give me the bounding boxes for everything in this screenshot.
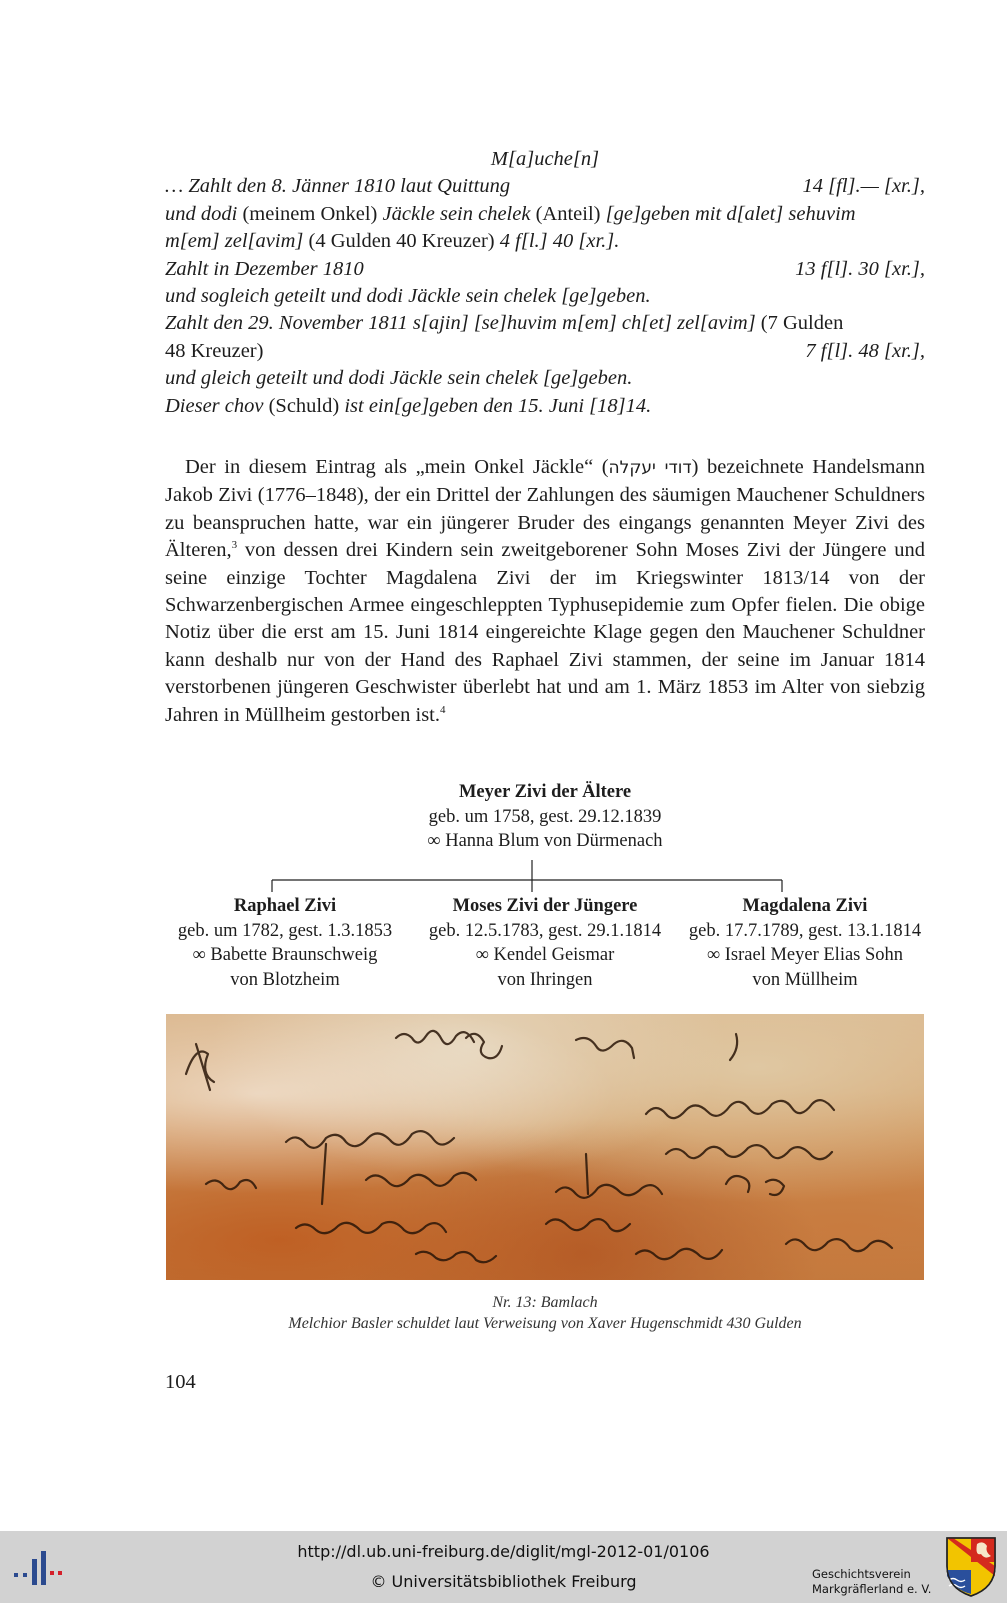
line-segment: Dieser chov (165, 394, 264, 417)
line-segment: (7 Gulden (755, 312, 844, 335)
line-segment: 4 f[l.] 40 [xr.]. (499, 230, 620, 253)
body-paragraph (165, 454, 925, 729)
transcription-row (165, 256, 925, 283)
page-number: 104 (165, 1371, 196, 1393)
person-dates: geb. um 1758, gest. 29.12.1839 (428, 806, 662, 827)
transcription-row (165, 338, 925, 365)
person-name: Raphael Zivi (233, 896, 337, 916)
person-name: Moses Zivi der Jüngere (452, 896, 638, 916)
paragraph-text: von dessen drei Kindern sein zweitgeborener Sohn Moses Zivi der Jüngere und seine einzige Tochter Magdalena Zivi der im Kriegswinter 1813/14 von der Schwarzenbergischen Armee eingeschleppten Typhusepidemie zum Opfer fielen. Die obige Notiz über die erst am 15. Juni 1814 eingereichte Klage gegen den Mauchener Schuldner kann deshalb nur von der Hand des Raphael Zivi stammen, der seine im Januar 1814 verstorbenen jüngeren Geschwister überlebt hat und am 1. März 1853 im Alter von siebzig Jahren in Müllheim gestorben ist. (165, 539, 925, 726)
transcription-line: und sogleich geteilt und dodi Jäckle sein chelek [ge]geben. (165, 285, 651, 308)
society-name[interactable] (812, 1567, 931, 1597)
tree-root-person (160, 780, 930, 854)
entry-text: 48 Kreuzer) (165, 339, 264, 362)
transcription-line: und gleich geteilt und dodi Jäckle sein chelek [ge]geben. (165, 367, 633, 390)
person-dates: geb. um 1782, gest. 1.3.1853 (177, 920, 393, 941)
transcription-line (165, 228, 925, 255)
paragraph-text: Der in diesem Eintrag als „mein Onkel Jäckle“ ( (185, 456, 609, 478)
person-spouse: ∞ Kendel Geismar (475, 945, 615, 965)
line-segment: (Anteil) (530, 202, 606, 225)
entry-amount: 13 f[l]. 30 [xr.], (795, 257, 925, 280)
entry-amount: 14 [fl].— [xr.], (802, 175, 925, 198)
person-spouse: ∞ Hanna Blum von Dürmenach (427, 831, 663, 851)
caption-title: Nr. 13: Bamlach (492, 1294, 598, 1311)
entry-amount: 7 f[l]. 48 [xr.], (805, 339, 925, 362)
entry-text: Zahlt in Dezember 1810 (165, 257, 364, 280)
person-origin: von Ihringen (497, 969, 593, 990)
society-name-line: Markgräflerland e. V. (812, 1582, 932, 1596)
tree-child-person (680, 894, 930, 992)
family-tree (160, 780, 930, 1000)
footnote-ref[interactable]: 4 (440, 703, 446, 716)
line-segment: (meinem Onkel) (237, 202, 383, 225)
person-spouse: ∞ Israel Meyer Elias Sohn (706, 945, 904, 965)
transcription-heading: M[a]uche[n] (490, 148, 600, 170)
line-segment: Jäckle sein chelek (382, 202, 531, 225)
handwriting-strokes (166, 1014, 924, 1280)
transcription-line (165, 201, 925, 228)
society-name-line: Geschichtsverein (812, 1567, 911, 1581)
markgraeflerland-crest-icon[interactable] (945, 1536, 997, 1598)
person-spouse: ∞ Babette Braunschweig (192, 945, 378, 965)
person-origin: von Müllheim (752, 969, 858, 990)
person-dates: geb. 17.7.1789, gest. 13.1.1814 (688, 920, 922, 941)
footer-url-link[interactable]: http://dl.ub.uni-freiburg.de/diglit/mgl-2012-01/0106 (297, 1542, 710, 1561)
transcription-block (165, 146, 925, 420)
person-name: Meyer Zivi der Ältere (458, 782, 632, 802)
person-dates: geb. 12.5.1783, gest. 29.1.1814 (428, 920, 662, 941)
transcription-line (165, 393, 925, 420)
line-segment: Zahlt den 29. November 1811 s[ajin] [se]huvim m[em] ch[et] zel[avim] (165, 312, 756, 335)
line-segment: ist ein[ge]geben den 15. Juni [18]14. (344, 394, 652, 417)
tree-child-person (420, 894, 670, 992)
caption-description: Melchior Basler schuldet laut Verweisung von Xaver Hugenschmidt 430 Gulden (288, 1315, 802, 1332)
manuscript-image (166, 1014, 924, 1280)
tree-child-person (160, 894, 410, 992)
line-segment: (Schuld) (263, 394, 345, 417)
footer-bar (0, 1531, 1007, 1603)
line-segment: und dodi (165, 202, 238, 225)
entry-text: … Zahlt den 8. Jänner 1810 laut Quittung (165, 175, 511, 198)
transcription-line (165, 310, 925, 337)
footnote-ref[interactable]: 3 (231, 539, 238, 552)
figure-caption (165, 1292, 925, 1334)
line-segment: [ge]geben mit d[alet] sehuvim (605, 202, 856, 225)
transcription-row (165, 173, 925, 200)
person-origin: von Blotzheim (230, 969, 340, 990)
line-segment: (4 Gulden 40 Kreuzer) (303, 230, 500, 253)
line-segment: m[em] zel[avim] (165, 230, 304, 253)
footer-copyright: © Universitätsbibliothek Freiburg (370, 1572, 637, 1591)
hebrew-text: דודי יעקלה (608, 458, 692, 478)
paragraph-text: ) bezeichnete Handelsmann Jakob Zivi (1776–1848), der ein Drittel der Zahlungen des säumigen Mauchener Schuldners zu beanspruchen hatte, war ein jüngerer Bruder des eingangs genannten Meyer Zivi des Älteren, (165, 456, 926, 562)
person-name: Magdalena Zivi (742, 896, 868, 916)
